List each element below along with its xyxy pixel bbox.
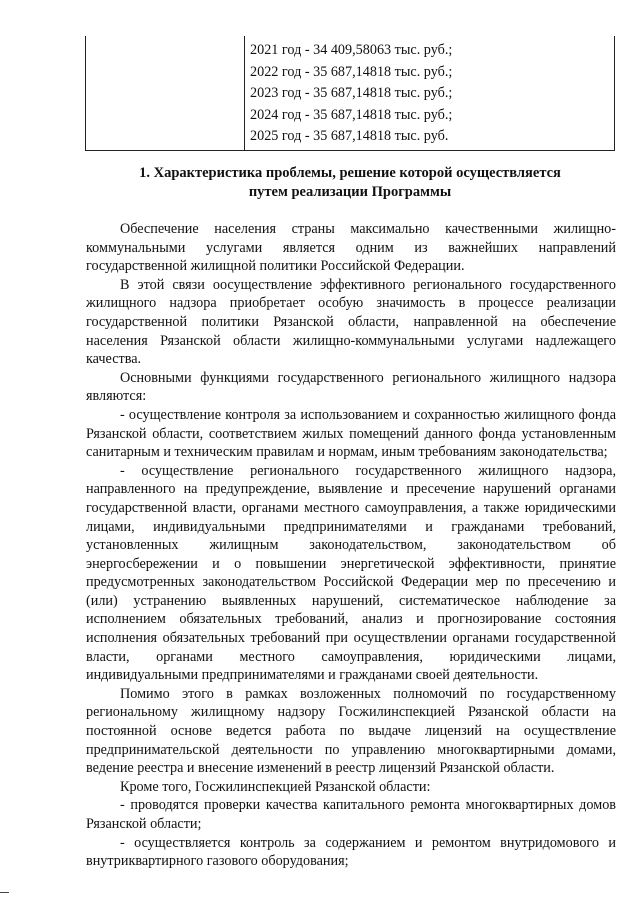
paragraph: - осуществление контроля за использованием и сохранностью жилищного фонда Рязанской области, соответствием жилых помещений данного фонда установленным санитарным и техническим правилам и нормам, иным требованиям законодательства; xyxy=(86,406,616,461)
paragraph: - осуществление регионального государственного жилищного надзора, направленного на предупреждение, выявление и пресечение нарушений органами государственной власти, органами местного самоуправления, а также юридическими лицами, индивидуальными предпринимателями и гражданами требований, установленных жилищным законодательством, законодательством об энергосбережении и о повышении энергетической эффективности, принятие предусмотренных законодательством Российской Федерации мер по пресечению и (или) устранению выявленных нарушений, систематическое наблюдение за исполнением обязательных требований, анализ и прогнозирование состояния исполнения обязательных требований при осуществлении органами государственной власти, органами местного самоуправления, юридическими лицами, индивидуальными предпринимателями и гражданами своей деятельности. xyxy=(86,462,616,684)
paragraph: - проводятся проверки качества капитального ремонта многоквартирных домов Рязанской области; xyxy=(86,797,616,832)
funding-line-2025: 2025 год - 35 687,14818 тыс. руб. xyxy=(250,128,449,144)
funding-table xyxy=(85,36,615,151)
paragraph: В этой связи оосуществление эффективного регионального государственного жилищного надзора приобретает особую значимость в процессе реализации государственной политики Рязанской области, направленной на обеспечение населения Рязанской области жилищно-коммунальными услугами надлежащего качества. xyxy=(86,276,616,368)
body-text xyxy=(86,220,616,871)
page-edge-mark xyxy=(0,892,9,893)
funding-line-2023: 2023 год - 35 687,14818 тыс. руб.; xyxy=(250,85,453,101)
section-title xyxy=(100,164,600,201)
section-title-line-2: путем реализации Программы xyxy=(248,183,452,200)
funding-line-2021: 2021 год - 34 409,58063 тыс. руб.; xyxy=(250,42,453,58)
funding-table-left-cell xyxy=(86,36,245,150)
paragraph: Основными функциями государственного регионального жилищного надзора являются: xyxy=(86,369,616,405)
funding-line-2022: 2022 год - 35 687,14818 тыс. руб.; xyxy=(250,63,453,80)
funding-table-right-cell xyxy=(245,36,614,150)
section-title-line-1: 1. Характеристика проблемы, решение которой осуществляется xyxy=(139,165,561,181)
paragraph: - осуществляется контроль за содержанием и ремонтом внутридомового и внутриквартирного газового оборудования; xyxy=(86,834,616,870)
paragraph: Обеспечение населения страны максимально качественными жилищно-коммунальными услугами является одним из важнейших направлений государственной жилищной политики Российской Федерации. xyxy=(86,221,616,275)
paragraph: Помимо этого в рамках возложенных полномочий по государственному региональному жилищному надзору Госжилинспекцией Рязанской области на постоянной основе ведется работа по выдаче лицензий на осуществление предпринимательской деятельности по управлению многоквартирными домами, ведение реестра и внесение изменений в реестр лицензий Рязанской области. xyxy=(86,685,616,777)
funding-line-2024: 2024 год - 35 687,14818 тыс. руб.; xyxy=(250,106,453,123)
paragraph: Кроме того, Госжилинспекцией Рязанской области: xyxy=(120,778,431,795)
